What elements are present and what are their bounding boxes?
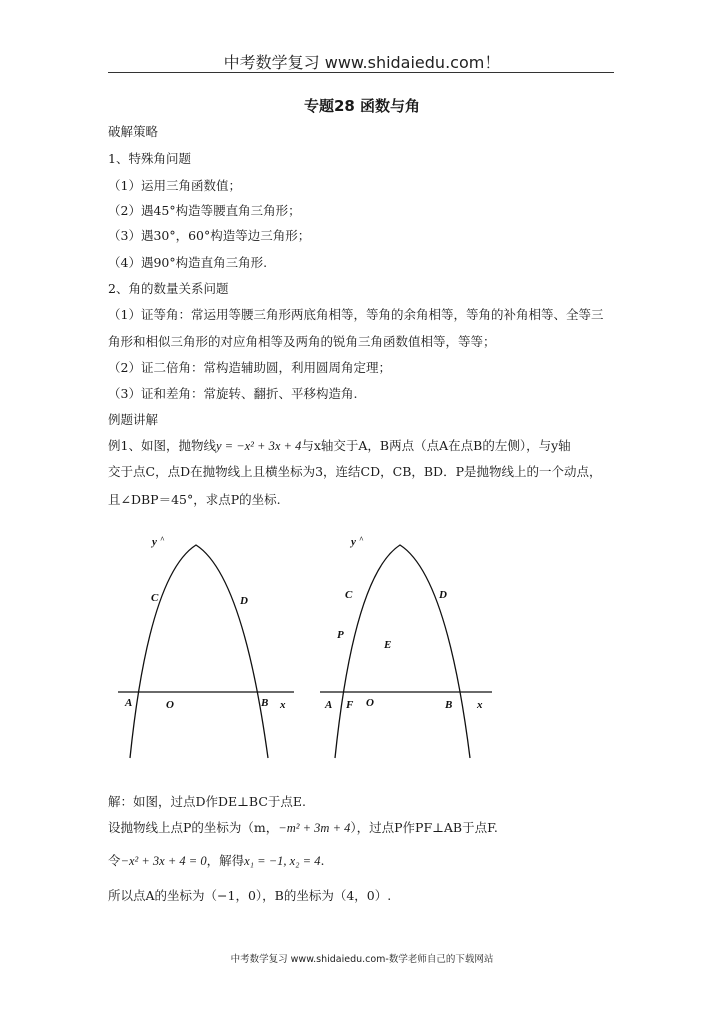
example1-line1-b: 与x轴交于A，B两点（点A在点B的左侧），与y轴 [301,438,571,453]
figure-left [118,528,298,768]
part2-item2: （2）证二倍角：常构造辅助圆，利用圆周角定理； [108,360,391,375]
header-rule [108,72,614,73]
example1-formula: y = −x² + 3x + 4 [215,439,302,453]
point-label-a: A [125,697,133,709]
part2-item3: （3）证和差角：常旋转、翻折、平移构造角. [108,386,358,401]
solution-line3-b: ，解得 [206,853,245,868]
point-label-d: D [439,589,447,601]
parabola-curve [130,545,268,758]
example1-line1 [108,440,571,453]
solution-line2 [108,822,498,835]
point-label-c: C [151,592,159,604]
x-axis-label: x [477,699,483,711]
solution-line3 [108,855,324,868]
point-label-d: D [240,595,248,607]
x-axis-label: x [280,699,286,711]
y-axis-label: y [152,536,157,548]
example1-line2: 交于点C，点D在抛物线上且横坐标为3，连结CD，CB，BD．P是抛物线上的一个动点， [108,464,602,479]
solution-line2-b: ），过点P作PF⊥AB于点F. [350,820,498,835]
point-label-a: A [325,699,333,711]
solution-line2-a: 设抛物线上点P的坐标为（m， [108,820,279,835]
part1-heading: 1、特殊角问题 [108,151,191,166]
page-footer: 中考数学复习 www.shidaiedu.com-数学老师自己的下载网站 [230,954,494,965]
solution-equation: −x² + 3x + 4 = 0 [120,854,207,868]
part2-heading: 2、角的数量关系问题 [108,281,229,296]
solution-line2-formula: −m² + 3m + 4 [278,821,351,835]
point-label-b: B [445,699,453,711]
arrow-icon: ^ [359,535,364,544]
point-label-e: E [384,639,392,651]
part1-item-1: （1）运用三角函数值； [108,178,241,193]
example1-line1-a: 例1、如图，抛物线 [108,438,216,453]
solution-line3-a: 令 [108,853,121,868]
y-axis-label: y [351,536,356,548]
point-label-c: C [345,589,353,601]
page-header: 中考数学复习 www.shidaiedu.com！ [223,53,501,72]
part2-item1-line1: （1）证等角：常运用等腰三角形两底角相等，等角的余角相等，等角的补角相等、全等三 [108,307,604,322]
part1-item-2: （2）遇45°构造等腰直角三角形； [108,203,301,218]
point-label-f: F [346,699,354,711]
example1-line3: 且∠DBP＝45°，求点P的坐标. [108,492,281,507]
figure-right [320,528,500,768]
page-title: 专题28 函数与角 [303,97,421,115]
part2-item1-line2: 角形和相似三角形的对应角相等及两角的锐角三角函数值相等，等等； [108,334,496,349]
solution-roots: x₁ = −1, x₂ = 4 [244,854,321,868]
arrow-icon: ^ [160,535,165,544]
point-label-b: B [261,697,269,709]
origin-label: O [166,699,174,711]
part1-item-3: （3）遇30°，60°构造等边三角形； [108,228,311,243]
part1-item-4: （4）遇90°构造直角三角形. [108,255,268,270]
origin-label: O [366,697,374,709]
solution-line4: 所以点A的坐标为（−1，0），B的坐标为（4，0）. [108,888,392,903]
solution-line3-c: . [320,853,325,868]
parabola-curve [335,545,470,758]
solution-line1: 解：如图，过点D作DE⊥BC于点E. [108,794,307,809]
point-label-p: P [337,629,344,641]
section-strategy: 破解策略 [108,124,159,139]
section-examples: 例题讲解 [108,412,159,427]
